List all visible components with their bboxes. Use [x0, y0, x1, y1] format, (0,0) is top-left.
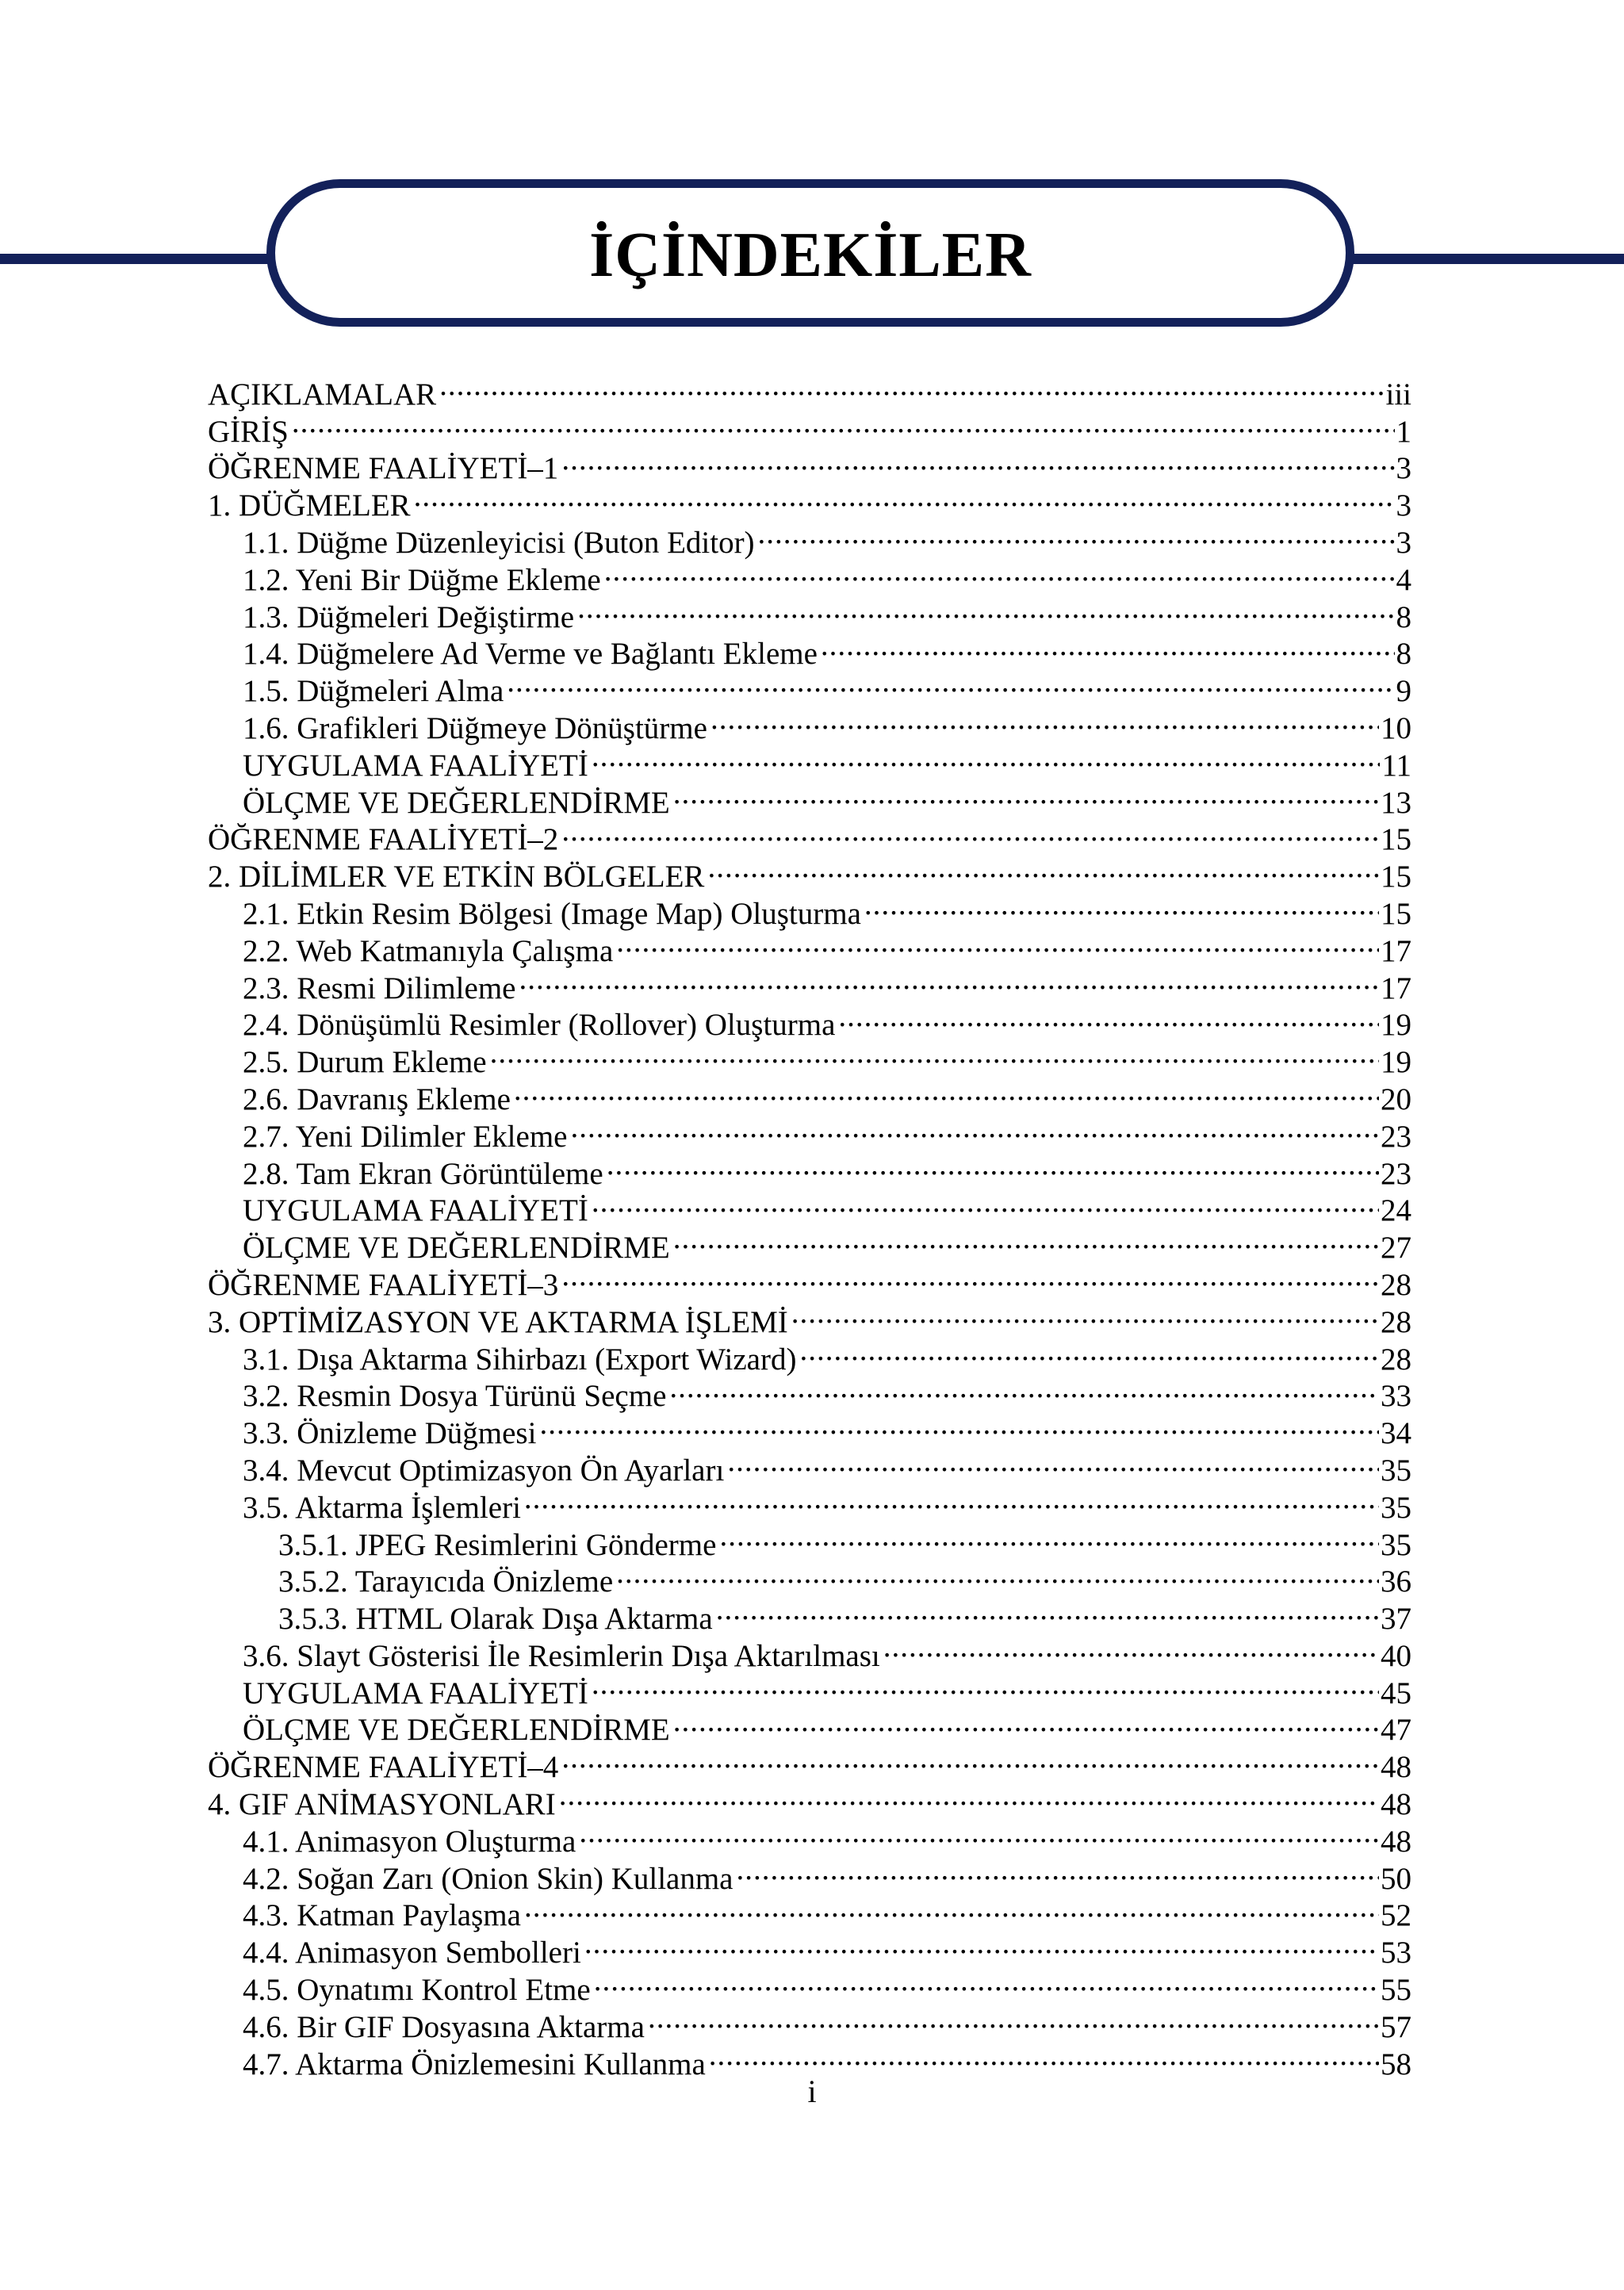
toc-entry-page: 28 — [1381, 1304, 1411, 1339]
toc-entry-title: ÖĞRENME FAALİYETİ–4 — [208, 1750, 559, 1785]
toc-entry-page: 55 — [1381, 1973, 1411, 2008]
toc-dot-leader — [519, 961, 1379, 998]
header-frame — [266, 179, 1354, 327]
toc-entry-title: 2. DİLİMLER VE ETKİN BÖLGELER — [208, 860, 705, 894]
toc-entry-title: 3.3. Önizleme Düğmesi — [243, 1416, 537, 1451]
toc-entry-page: 40 — [1381, 1638, 1411, 1673]
toc-entry-title: 3.5.2. Tarayıcıda Önizleme — [278, 1564, 614, 1599]
toc-entry-page: 45 — [1381, 1675, 1411, 1710]
toc-entry-page: 27 — [1381, 1231, 1411, 1266]
toc-entry-page: 57 — [1381, 2009, 1411, 2044]
toc-entry-title: UYGULAMA FAALİYETİ — [243, 1675, 588, 1710]
toc-entry-page: 4 — [1396, 562, 1411, 597]
toc-entry-page: 36 — [1381, 1564, 1411, 1599]
toc-dot-leader — [579, 1814, 1379, 1852]
toc-dot-leader — [592, 1666, 1379, 1703]
toc-entry[interactable] — [208, 404, 1411, 449]
toc-entry-title: 4.2. Soğan Zarı (Onion Skin) Kullanma — [243, 1861, 733, 1896]
toc-entry-title: 2.5. Durum Ekleme — [243, 1045, 487, 1080]
toc-entry-page: 20 — [1381, 1082, 1411, 1116]
toc-entry-page: 8 — [1396, 637, 1411, 672]
toc-dot-leader — [607, 1147, 1379, 1184]
toc-entry-title: ÖLÇME VE DEĞERLENDİRME — [243, 1713, 670, 1748]
toc-dot-leader — [561, 1258, 1379, 1295]
toc-entry-title: UYGULAMA FAALİYETİ — [243, 748, 588, 783]
toc-dot-leader — [648, 2000, 1379, 2037]
toc-dot-leader — [673, 775, 1379, 813]
toc-dot-leader — [719, 1518, 1379, 1555]
toc-dot-leader — [539, 1406, 1379, 1443]
toc-entry-page: 13 — [1381, 785, 1411, 820]
toc-dot-leader — [584, 1925, 1379, 1963]
toc-entry-page: 10 — [1381, 710, 1411, 745]
toc-entry-title: 3.5.3. HTML Olarak Dışa Aktarma — [278, 1602, 713, 1637]
toc-entry-title: AÇIKLAMALAR — [208, 377, 437, 412]
toc-dot-leader — [592, 738, 1381, 775]
toc-dot-leader — [758, 515, 1395, 553]
toc-dot-leader — [514, 1072, 1379, 1109]
toc-entry-title: 2.1. Etkin Resim Bölgesi (Image Map) Oluşturma — [243, 896, 861, 931]
toc-dot-leader — [524, 1889, 1379, 1926]
header-rule-left — [0, 254, 270, 264]
header-rule-right — [1352, 254, 1624, 264]
toc-dot-leader — [669, 1369, 1379, 1407]
toc-entry-page: 48 — [1381, 1750, 1411, 1785]
toc-entry-page: 37 — [1381, 1602, 1411, 1637]
table-of-contents — [208, 367, 1411, 2081]
toc-entry-title: 1.4. Düğmelere Ad Verme ve Bağlantı Ekleme — [243, 637, 818, 672]
toc-dot-leader — [507, 664, 1394, 701]
toc-entry-title: 3. OPTİMİZASYON VE AKTARMA İŞLEMİ — [208, 1304, 788, 1339]
toc-entry-page: 35 — [1381, 1490, 1411, 1525]
toc-entry-page: 19 — [1381, 1008, 1411, 1043]
toc-entry-page: 9 — [1396, 674, 1411, 709]
toc-dot-leader — [616, 924, 1379, 961]
toc-dot-leader — [883, 1629, 1379, 1666]
toc-entry-title: 4.3. Katman Paylaşma — [243, 1898, 521, 1933]
toc-entry-page: 48 — [1381, 1824, 1411, 1859]
toc-entry-title: 4.7. Aktarma Önizlemesini Kullanma — [243, 2047, 706, 2081]
toc-entry-title: 1.3. Düğmeleri Değiştirme — [243, 599, 575, 634]
toc-entry-title: 3.2. Resmin Dosya Türünü Seçme — [243, 1379, 667, 1414]
toc-entry-page: 15 — [1381, 860, 1411, 894]
toc-entry-title: 1. DÜĞMELER — [208, 488, 411, 523]
toc-entry-title: ÖĞRENME FAALİYETİ–3 — [208, 1267, 559, 1302]
toc-dot-leader — [524, 1480, 1379, 1518]
toc-entry-page: 3 — [1396, 525, 1411, 560]
toc-dot-leader — [838, 998, 1379, 1036]
toc-dot-leader — [561, 1740, 1379, 1777]
toc-entry-title: 1.2. Yeni Bir Düğme Ekleme — [243, 562, 601, 597]
toc-entry-page: 52 — [1381, 1898, 1411, 1933]
toc-entry[interactable] — [208, 367, 1411, 412]
toc-entry-title: 3.4. Mevcut Optimizasyon Ön Ayarları — [243, 1453, 725, 1488]
page-number: i — [807, 2074, 817, 2109]
toc-entry-title: UYGULAMA FAALİYETİ — [243, 1193, 588, 1228]
toc-entry-title: 2.8. Tam Ekran Görüntüleme — [243, 1156, 603, 1191]
toc-dot-leader — [673, 1220, 1379, 1258]
toc-dot-leader — [570, 1109, 1379, 1147]
toc-dot-leader — [864, 887, 1379, 924]
toc-entry-page: 28 — [1381, 1267, 1411, 1302]
toc-entry-page: 17 — [1381, 933, 1411, 968]
toc-entry-page: 11 — [1381, 748, 1411, 783]
toc-dot-leader — [737, 1852, 1380, 1889]
toc-entry-page: 48 — [1381, 1787, 1411, 1822]
toc-entry-title: 3.1. Dışa Aktarma Sihirbazı (Export Wizard) — [243, 1342, 797, 1377]
toc-entry-title: 4.1. Animasyon Oluşturma — [243, 1824, 576, 1859]
toc-entry-page: 17 — [1381, 971, 1411, 1005]
toc-entry-title: 4. GIF ANİMASYONLARI — [208, 1787, 556, 1822]
toc-entry-title: 4.4. Animasyon Sembolleri — [243, 1936, 581, 1970]
toc-dot-leader — [594, 1963, 1379, 2000]
toc-entry-page: 53 — [1381, 1936, 1411, 1970]
toc-entry-title: 2.2. Web Katmanıyla Çalışma — [243, 933, 614, 968]
toc-entry-title: 3.5.1. JPEG Resimlerini Gönderme — [278, 1527, 717, 1562]
toc-dot-leader — [710, 701, 1379, 738]
toc-entry-title: ÖLÇME VE DEĞERLENDİRME — [243, 785, 670, 820]
toc-entry-title: 2.7. Yeni Dilimler Ekleme — [243, 1119, 568, 1154]
toc-entry-page: 35 — [1381, 1527, 1411, 1562]
toc-entry-title: GİRİŞ — [208, 414, 289, 449]
toc-dot-leader — [716, 1591, 1379, 1629]
toc-entry-page: 24 — [1381, 1193, 1411, 1228]
toc-dot-leader — [604, 553, 1395, 590]
toc-dot-leader — [559, 1777, 1379, 1814]
toc-entry-title: 2.6. Davranış Ekleme — [243, 1082, 511, 1116]
toc-entry-page: 15 — [1381, 822, 1411, 857]
toc-entry-page: 1 — [1396, 414, 1411, 449]
toc-entry[interactable] — [208, 442, 1411, 486]
toc-entry-page: 33 — [1381, 1379, 1411, 1414]
page-title: İÇİNDEKİLER — [589, 220, 1032, 290]
toc-entry-title: ÖLÇME VE DEĞERLENDİRME — [243, 1231, 670, 1266]
toc-entry-page: 47 — [1381, 1713, 1411, 1748]
toc-entry-page: 8 — [1396, 599, 1411, 634]
toc-entry-page: 19 — [1381, 1045, 1411, 1080]
toc-entry-title: 1.1. Düğme Düzenleyicisi (Buton Editor) — [243, 525, 755, 560]
toc-dot-leader — [577, 590, 1394, 627]
toc-entry-title: 2.4. Dönüşümlü Resimler (Rollover) Oluşturma — [243, 1008, 836, 1043]
toc-entry-title: 3.5. Aktarma İşlemleri — [243, 1490, 521, 1525]
toc-dot-leader — [490, 1035, 1379, 1072]
toc-dot-leader — [709, 2037, 1379, 2074]
toc-entry-page: 28 — [1381, 1342, 1411, 1377]
toc-entry-title: 3.6. Slayt Gösterisi İle Resimlerin Dışa Aktarılması — [243, 1638, 880, 1673]
toc-dot-leader — [707, 849, 1379, 887]
toc-dot-leader — [821, 627, 1395, 664]
toc-entry-page: 50 — [1381, 1861, 1411, 1896]
toc-entry-page: 23 — [1381, 1156, 1411, 1191]
toc-dot-leader — [561, 813, 1379, 850]
toc-dot-leader — [799, 1332, 1379, 1369]
toc-entry-title: 1.5. Düğmeleri Alma — [243, 674, 504, 709]
toc-entry-title: 4.5. Oynatımı Kontrol Etme — [243, 1973, 591, 2008]
toc-entry-page: 3 — [1396, 451, 1411, 486]
toc-entry-title: 4.6. Bir GIF Dosyasına Aktarma — [243, 2009, 645, 2044]
toc-dot-leader — [727, 1443, 1379, 1480]
toc-dot-leader — [592, 1184, 1379, 1221]
toc-entry-page: 3 — [1396, 488, 1411, 523]
toc-dot-leader — [561, 442, 1394, 479]
toc-entry-page: 34 — [1381, 1416, 1411, 1451]
toc-entry-page: 58 — [1381, 2047, 1411, 2081]
toc-entry-page: 15 — [1381, 896, 1411, 931]
toc-entry-page: iii — [1385, 377, 1411, 412]
toc-dot-leader — [791, 1295, 1379, 1332]
toc-entry-page: 23 — [1381, 1119, 1411, 1154]
toc-dot-leader — [292, 404, 1395, 442]
toc-entry-page: 35 — [1381, 1453, 1411, 1488]
toc-dot-leader — [439, 367, 1384, 404]
toc-dot-leader — [414, 478, 1395, 515]
toc-entry-title: ÖĞRENME FAALİYETİ–2 — [208, 822, 559, 857]
toc-dot-leader — [616, 1555, 1379, 1592]
toc-entry-title: ÖĞRENME FAALİYETİ–1 — [208, 451, 559, 486]
toc-entry-title: 2.3. Resmi Dilimleme — [243, 971, 516, 1005]
toc-dot-leader — [673, 1703, 1379, 1740]
toc-entry-title: 1.6. Grafikleri Düğmeye Dönüştürme — [243, 710, 707, 745]
